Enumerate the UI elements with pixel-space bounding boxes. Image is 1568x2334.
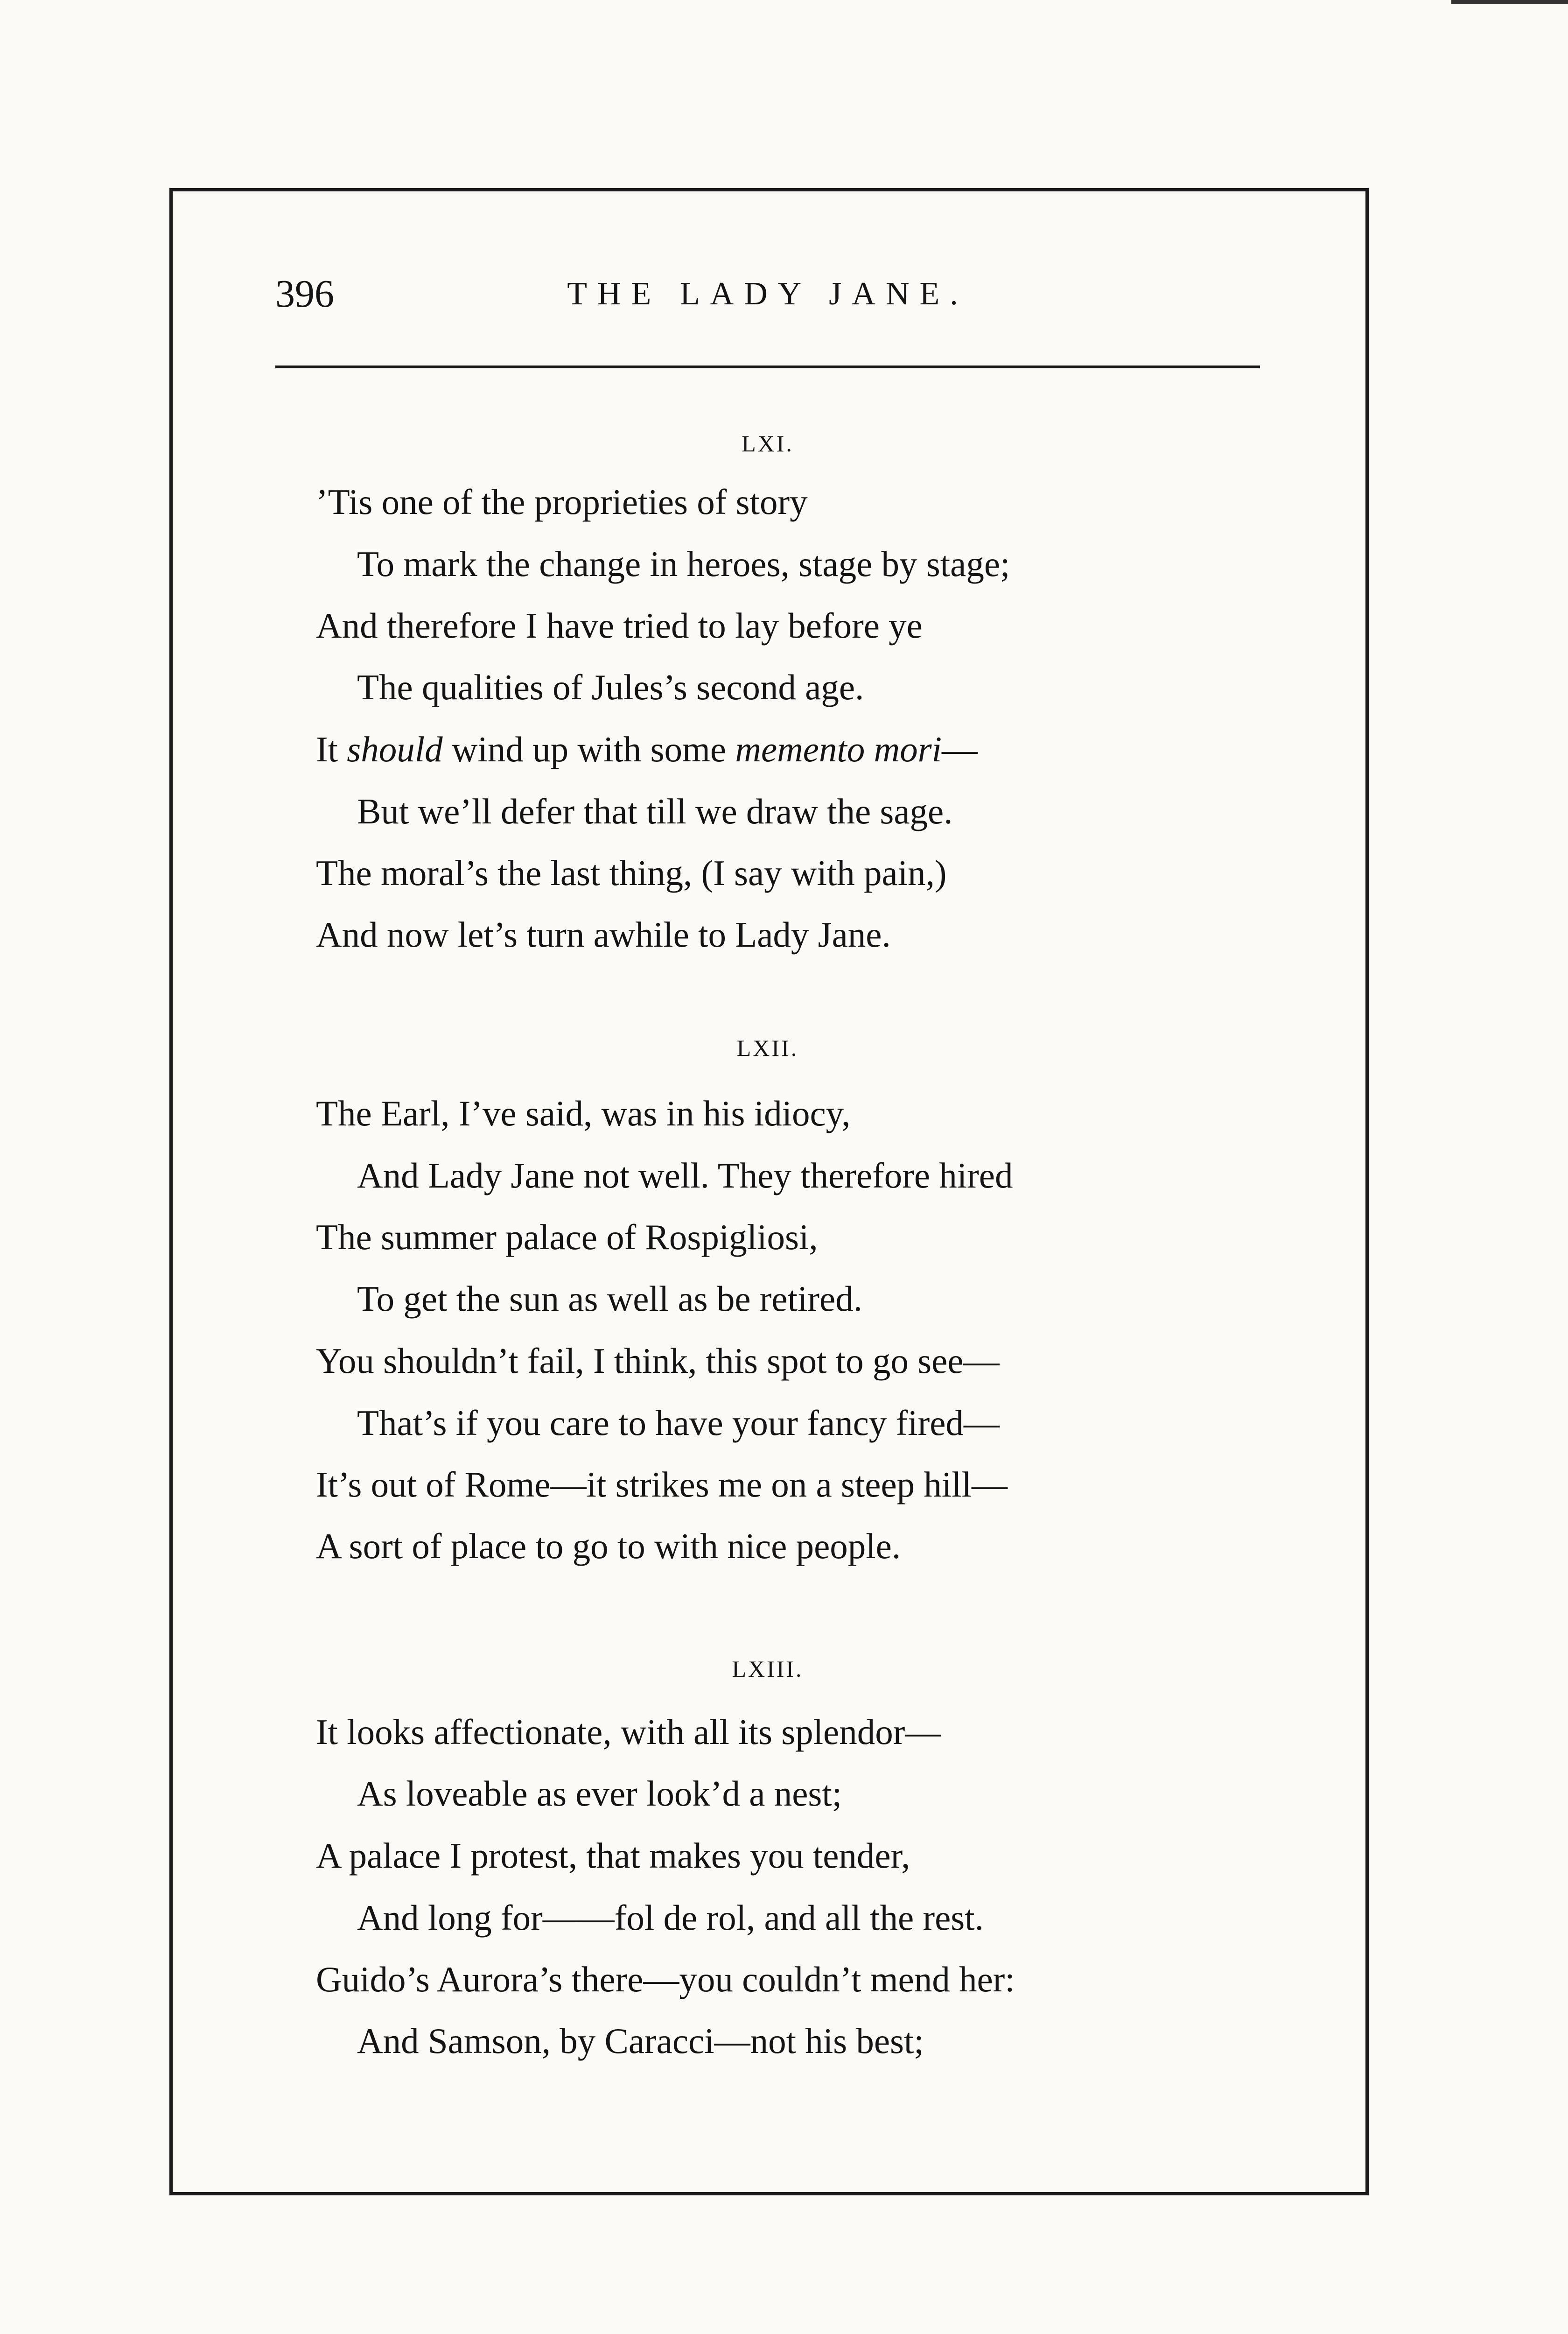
verse-line: But we’ll defer that till we draw the sage.: [357, 791, 953, 831]
running-head: [275, 266, 1260, 327]
verse-line: That’s if you care to have your fancy fired—: [357, 1403, 1000, 1443]
verse-line: It’s out of Rome—it strikes me on a steep hill—: [316, 1464, 1008, 1504]
emphasized-text: should: [347, 729, 443, 769]
page-number: 396: [275, 272, 334, 316]
verse-line: You shouldn’t fail, I think, this spot to go see—: [316, 1341, 1000, 1381]
verse-line: A palace I protest, that makes you tender,: [316, 1835, 910, 1876]
verse-line: And now let’s turn awhile to Lady Jane.: [316, 914, 891, 955]
verse-line: The moral’s the last thing, (I say with pain,): [316, 853, 947, 893]
header-rule: [275, 366, 1260, 368]
stanza-number: LXI.: [742, 430, 794, 457]
running-title: THE LADY JANE.: [567, 276, 968, 312]
emphasized-text: memento mori: [735, 729, 942, 769]
verse-line: And long for——fol de rol, and all the rest.: [357, 1898, 984, 1938]
verse-line: The qualities of Jules’s second age.: [357, 667, 864, 707]
verse-line: A sort of place to go to with nice people.: [316, 1526, 901, 1566]
verse-line: And Samson, by Caracci—not his best;: [357, 2021, 924, 2061]
verse-line: To mark the change in heroes, stage by stage;: [357, 544, 1010, 584]
stanza-number: LXII.: [736, 1035, 799, 1061]
verse-line: As loveable as ever look’d a nest;: [357, 1773, 842, 1814]
scan-edge-mark: [1451, 0, 1568, 4]
verse-line: Guido’s Aurora’s there—you couldn’t mend her:: [316, 1959, 1015, 1999]
verse-line: The Earl, I’ve said, was in his idiocy,: [316, 1093, 851, 1133]
verse-line: The summer palace of Rospigliosi,: [316, 1217, 818, 1257]
verse-line: To get the sun as well as be retired.: [357, 1279, 862, 1319]
verse-line: And Lady Jane not well. They therefore hired: [357, 1155, 1013, 1195]
verse-line: It looks affectionate, with all its splendor—: [316, 1712, 941, 1752]
verse-line: ’Tis one of the proprieties of story: [316, 482, 808, 522]
stanza-number: LXIII.: [732, 1656, 804, 1682]
verse-line: And therefore I have tried to lay before ye: [316, 605, 923, 646]
verse-line: It should wind up with some memento mori—: [316, 729, 978, 769]
